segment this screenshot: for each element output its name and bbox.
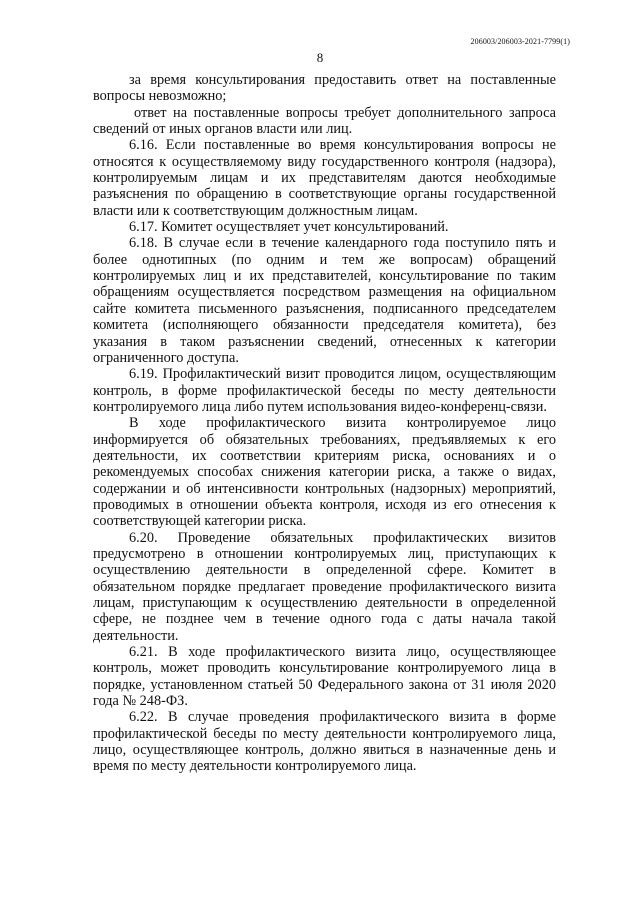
page-number: 8 xyxy=(316,50,324,65)
paragraph: 6.16. Если поставленные во время консультирования вопросы не относятся к осуществляемому виду государственного контроля (надзора), контролируемым лицам и их представителям даются необходимые разъяснения по обращению в соответствующие органы государственной власти или к соответствующим должностным лицам. xyxy=(93,137,556,219)
document-body xyxy=(93,72,556,775)
paragraph: ответ на поставленные вопросы требует дополнительного запроса сведений от иных органов власти или лиц. xyxy=(93,104,556,138)
paragraph: за время консультирования предоставить ответ на поставленные вопросы невозможно; xyxy=(93,72,556,105)
paragraph: 6.22. В случае проведения профилактического визита в форме профилактической беседы по месту деятельности контролируемого лица, лицо, осуществляющее контроль, должно явиться в назначенные день и время по месту деятельности контролируемого лица. xyxy=(93,709,556,775)
document-number: 206003/206003-2021-7799(1) xyxy=(470,37,570,46)
paragraph: 6.19. Профилактический визит проводится лицом, осуществляющим контроль, в форме профилактической беседы по месту деятельности контролируемого лица либо путем использования видео-конференц-связи. xyxy=(93,366,556,415)
paragraph: В ходе профилактического визита контролируемое лицо информируется об обязательных требованиях, предъявляемых к его деятельности, их соответствии критериям риска, основаниях и о рекомендуемых способах снижения категории риска, а также о видах, содержании и об интенсивности контрольных (надзорных) мероприятий, проводимых в отношении объекта контроля, исходя из его отнесения к соответствующей категории риска. xyxy=(93,415,556,530)
paragraph: 6.21. В ходе профилактического визита лицо, осуществляющее контроль, может проводить консультирование контролируемого лица в порядке, установленном статьей 50 Федерального закона от 31 июля 2020 года № 248-ФЗ. xyxy=(93,644,556,710)
paragraph: 6.18. В случае если в течение календарного года поступило пять и более однотипных (по одним и тем же вопросам) обращений контролируемых лиц и их представителей, консультирование по таким обращениям осуществляется посредством размещения на официальном сайте комитета письменного разъяснения, подписанного председателем комитета (исполняющего обязанности председателя комитета), без указания в таком разъяснении сведений, отнесенных к категории ограниченного доступа. xyxy=(93,235,556,366)
paragraph: 6.20. Проведение обязательных профилактических визитов предусмотрено в отношении контролируемых лиц, приступающих к осуществлению деятельности в определенной сфере. Комитет в обязательном порядке предлагает проведение профилактического визита лицам, приступающим к осуществлению деятельности в определенной сфере, не позднее чем в течение одного года с даты начала такой деятельности. xyxy=(93,529,556,644)
paragraph: 6.17. Комитет осуществляет учет консультирований. xyxy=(129,219,449,236)
